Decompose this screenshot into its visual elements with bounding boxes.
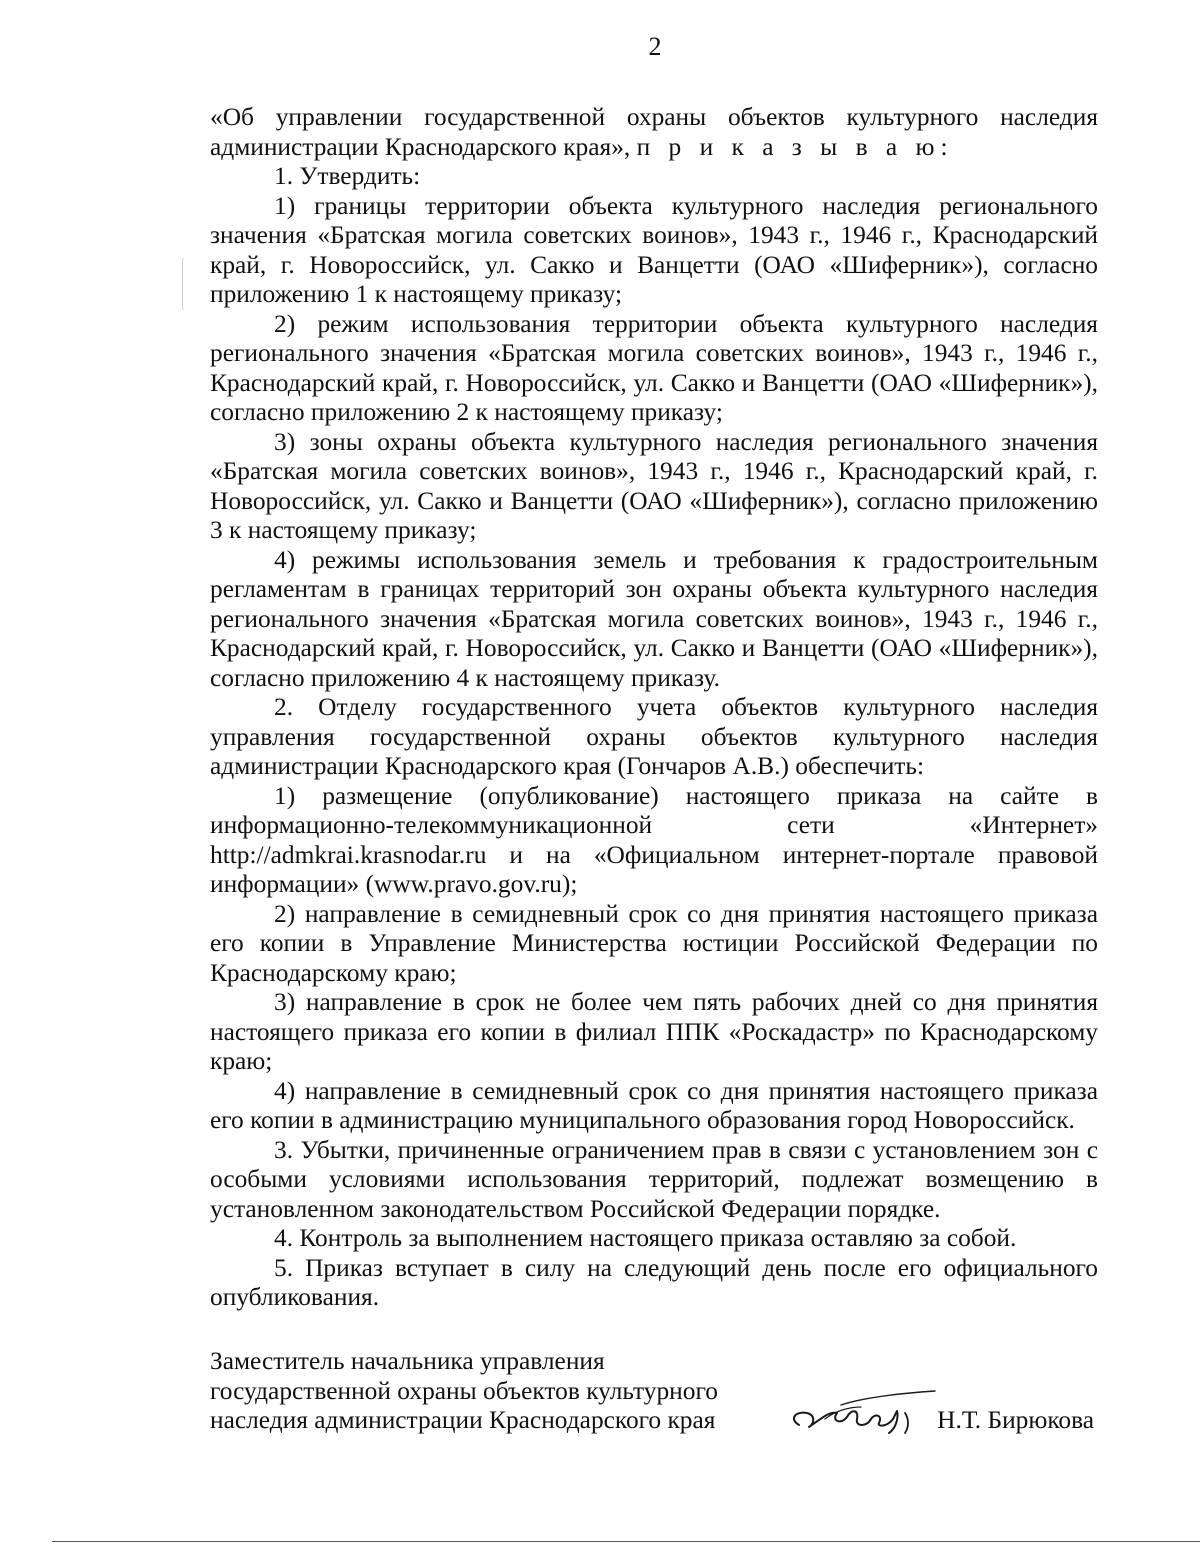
scan-edge-mark — [182, 258, 183, 310]
signer-name: Н.Т. Бирюкова — [937, 1406, 1094, 1434]
intro-paragraph — [210, 103, 1098, 162]
document-body — [210, 103, 1098, 1313]
item-2-department-duties: 2. Отделу государственного учета объектов культурного наследия управления государственной охраны объектов культурного наследия администрации Краснодарского края (Гончаров А.В.) обеспечить: — [210, 693, 1098, 780]
signer-position-line: Заместитель начальника управления — [210, 1347, 605, 1375]
item-1-2-usage-regime: 2) режим использования территории объекта культурного наследия регионального значения «Братская могила советских воинов», 1943 г., 1946 г., Краснодарский край, г. Новороссийск, ул. Сакко и Ванцетти (ОАО «Шиферник»), согласно приложению 2 к настоящему приказу; — [210, 309, 1098, 426]
handwritten-signature — [785, 1389, 945, 1445]
item-1-approve: 1. Утвердить: — [274, 162, 421, 190]
item-2-4-municipality-copy: 4) направление в семидневный срок со дня принятия настоящего приказа его копии в администрацию муниципального образования город Новороссийск. — [210, 1076, 1098, 1134]
page-bottom-rule — [52, 1541, 1200, 1542]
item-2-1-publication: 1) размещение (опубликование) настоящего приказа на сайте в информационно-телекоммуникационной сети «Интернет» http://admkrai.krasnodar.ru и на «Официальном интернет-портале правовой информации» (www.pravo.gov.ru); — [210, 781, 1098, 898]
item-1-4-land-use-regimes: 4) режимы использования земель и требования к градостроительным регламентам в границах территорий зон охраны объекта культурного наследия регионального значения «Братская могила советских воинов», 1943 г., 1946 г., Краснодарский край, г. Новороссийск, ул. Сакко и Ванцетти (ОАО «Шиферник»), согласно приложению 4 к настоящему приказу. — [210, 545, 1098, 692]
item-3-damages: 3. Убытки, причиненные ограничением прав в связи с установлением зон с особыми условиями использования территорий, подлежат возмещению в установленном законодательством Российской Федерации порядке. — [210, 1135, 1098, 1223]
signer-position-line: наследия администрации Краснодарского края — [210, 1406, 716, 1434]
order-word: п р и к а з ы в а ю: — [636, 132, 954, 161]
signature-block — [210, 1347, 1100, 1447]
item-2-2-ministry-copy: 2) направление в семидневный срок со дня принятия настоящего приказа его копии в Управление Министерства юстиции Российской Федерации по Краснодарскому краю; — [210, 899, 1098, 987]
item-1-1-boundaries: 1) границы территории объекта культурного наследия регионального значения «Братская могила советских воинов», 1943 г., 1946 г., Краснодарский край, г. Новороссийск, ул. Сакко и Ванцетти (ОАО «Шиферник»), согласно приложению 1 к настоящему приказу; — [210, 191, 1098, 308]
page-number: 2 — [648, 32, 662, 61]
signer-position — [210, 1347, 770, 1436]
intro-text: «Об управлении государственной охраны объектов культурного наследия администрации Краснодарского края», — [210, 103, 1098, 161]
item-5-effective-date: 5. Приказ вступает в силу на следующий день после его официального опубликования. — [210, 1253, 1098, 1311]
item-1-3-protection-zones: 3) зоны охраны объекта культурного наследия регионального значения «Братская могила советских воинов», 1943 г., 1946 г., Краснодарский край, г. Новороссийск, ул. Сакко и Ванцетти (ОАО «Шиферник»), согласно приложению 3 к настоящему приказу; — [210, 427, 1098, 544]
item-4-control: 4. Контроль за выполнением настоящего приказа оставляю за собой. — [274, 1224, 1017, 1252]
signer-position-line: государственной охраны объектов культурного — [210, 1376, 718, 1405]
item-2-3-roskadastr-copy: 3) направление в срок не более чем пять рабочих дней со дня принятия настоящего приказа его копии в филиал ППК «Роскадастр» по Краснодарскому краю; — [210, 988, 1098, 1075]
